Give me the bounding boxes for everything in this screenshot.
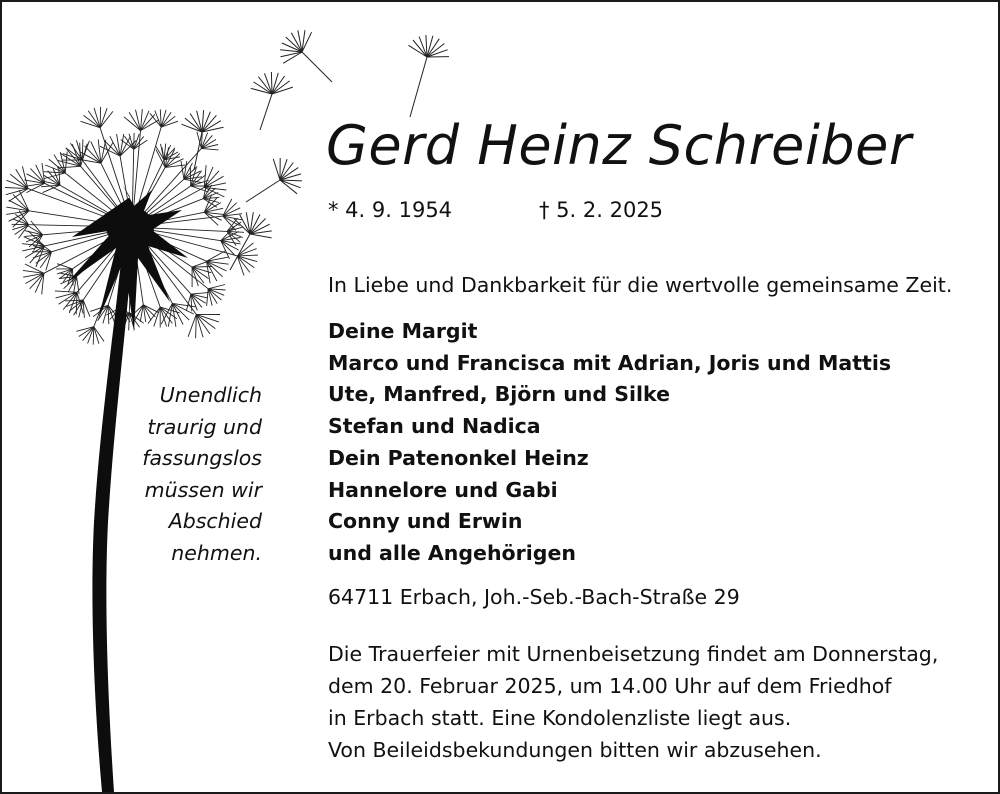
verse-line: müssen wir xyxy=(144,477,262,502)
mourner-line: und alle Angehörigen xyxy=(328,540,576,565)
verse-line: Abschied xyxy=(168,509,262,533)
verse-line: traurig und xyxy=(147,414,262,439)
verse-line: nehmen. xyxy=(171,540,262,565)
service-line: Von Beileidsbekundungen bitten wir abzusehen. xyxy=(328,738,822,762)
funeral-service-info xyxy=(328,638,938,766)
family-address: 64711 Erbach, Joh.-Seb.-Bach-Straße 29 xyxy=(328,585,740,609)
verse-line: fassungslos xyxy=(142,446,262,470)
birth-date: * 4. 9. 1954 xyxy=(328,198,453,222)
death-date: † 5. 2. 2025 xyxy=(539,198,664,222)
verse-line: Unendlich xyxy=(159,383,262,407)
mourner-line: Hannelore und Gabi xyxy=(328,477,558,502)
mourner-line: Marco und Francisca mit Adrian, Joris und Mattis xyxy=(328,350,892,375)
service-line: in Erbach statt. Eine Kondolenzliste liegt aus. xyxy=(328,706,792,730)
service-line: Die Trauerfeier mit Urnenbeisetzung findet am Donnerstag, xyxy=(328,642,939,666)
mourner-line: Deine Margit xyxy=(328,319,478,343)
dandelion-receptacle xyxy=(106,207,154,247)
service-line: dem 20. Februar 2025, um 14.00 Uhr auf dem Friedhof xyxy=(328,674,892,698)
mourner-line: Ute, Manfred, Björn und Silke xyxy=(328,382,671,407)
mourner-line: Conny und Erwin xyxy=(328,509,523,534)
mourners-list xyxy=(328,316,891,570)
gratitude-line: In Liebe und Dankbarkeit für die wertvolle gemeinsame Zeit. xyxy=(328,273,953,297)
mourning-verse xyxy=(102,380,262,569)
deceased-name: Gerd Heinz Schreiber xyxy=(326,114,912,177)
mourner-line: Stefan und Nadica xyxy=(328,414,541,439)
mourner-line: Dein Patenonkel Heinz xyxy=(328,445,589,470)
